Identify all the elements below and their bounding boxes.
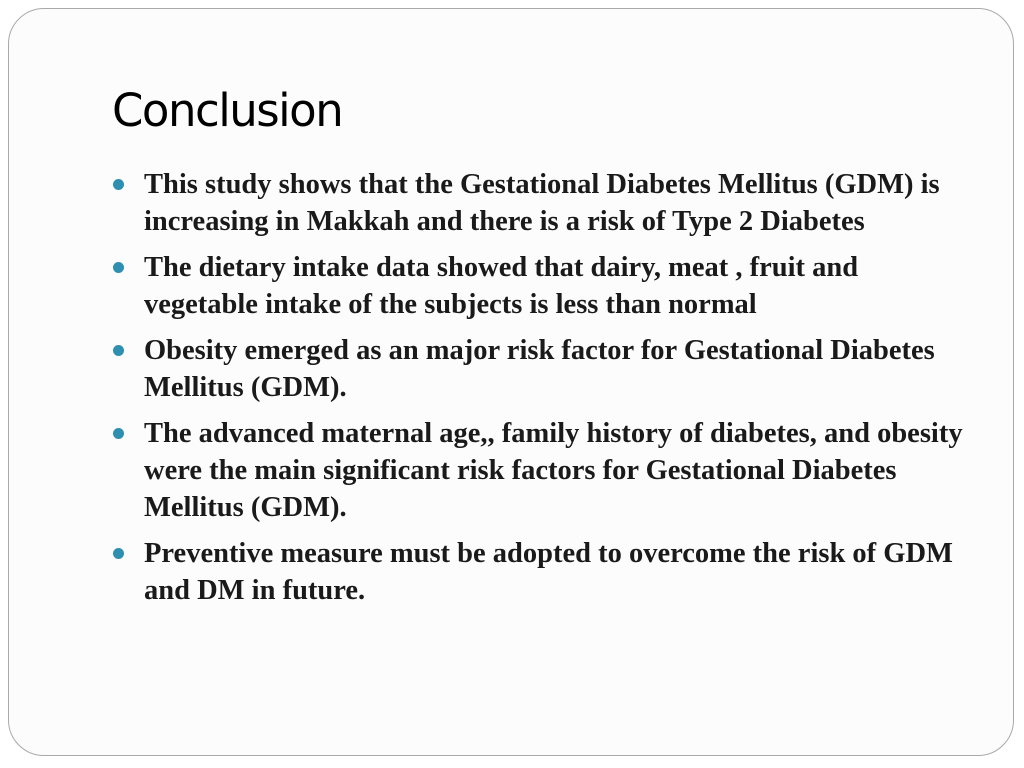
bullet-text: The dietary intake data showed that dairy, meat , fruit and vegetable intake of the subjects is less than normal (144, 252, 859, 320)
bullet-text: This study shows that the Gestational Diabetes Mellitus (GDM) is increasing in Makkah and there is a risk of Type 2 Diabetes (144, 169, 940, 237)
bullet-text: Obesity emerged as an major risk factor for Gestational Diabetes Mellitus (GDM). (144, 335, 935, 403)
slide-title: Conclusion (112, 84, 343, 137)
bullet-dot-icon (113, 179, 124, 190)
bullet-dot-icon (113, 262, 124, 273)
bullet-text: Preventive measure must be adopted to overcome the risk of GDM and DM in future. (144, 538, 953, 606)
bullet-item (113, 332, 963, 406)
bullet-text: The advanced maternal age,, family history of diabetes, and obesity were the main significant risk factors for Gestational Diabetes Mellitus (GDM). (144, 418, 963, 523)
bullet-dot-icon (113, 345, 124, 356)
bullet-list (113, 166, 963, 618)
bullet-item (113, 535, 963, 609)
bullet-item (113, 249, 963, 323)
bullet-item (113, 415, 963, 526)
bullet-dot-icon (113, 548, 124, 559)
bullet-item (113, 166, 963, 240)
bullet-dot-icon (113, 428, 124, 439)
